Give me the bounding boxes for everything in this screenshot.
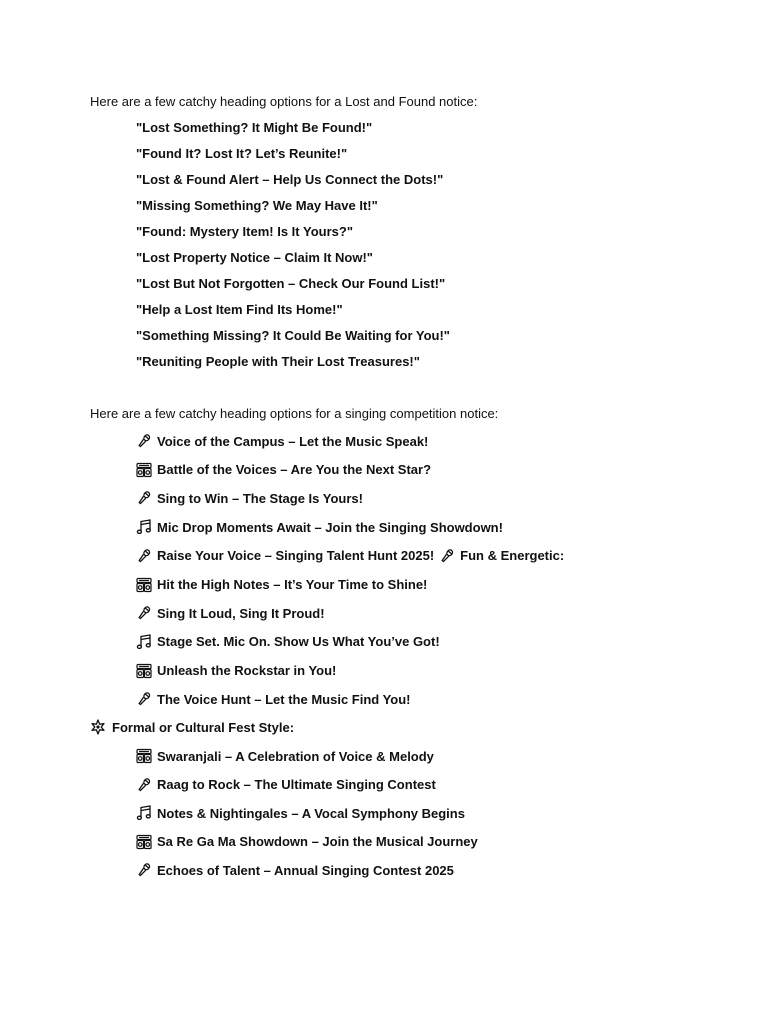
list-item-text: "Lost & Found Alert – Help Us Connect the Dots!" xyxy=(136,172,444,187)
stage-icon xyxy=(136,577,152,593)
list-item-text: "Lost Property Notice – Claim It Now!" xyxy=(136,250,373,265)
stage-icon xyxy=(136,834,152,850)
microphone-icon xyxy=(136,433,152,449)
microphone-icon xyxy=(136,691,152,707)
list-item-text: "Missing Something? We May Have It!" xyxy=(136,198,378,213)
lost-found-intro: Here are a few catchy heading options for a Lost and Found notice: xyxy=(90,94,478,109)
microphone-icon xyxy=(136,490,152,506)
list-item-content xyxy=(136,462,431,478)
formal-heading-text: Formal or Cultural Fest Style: xyxy=(112,719,295,735)
list-item-text: "Found It? Lost It? Let’s Reunite!" xyxy=(136,146,348,161)
list-item-content xyxy=(136,120,372,135)
list-item-text: Sing to Win – The Stage Is Yours! xyxy=(157,490,363,506)
list-item-content xyxy=(136,805,465,821)
microphone-icon xyxy=(136,777,152,793)
list-item-text: Unleash the Rockstar in You! xyxy=(157,663,337,679)
microphone-icon xyxy=(136,548,152,564)
list-item-content xyxy=(136,224,353,239)
list-item-content xyxy=(136,198,378,213)
list-item-text: Battle of the Voices – Are You the Next Star? xyxy=(157,462,432,478)
list-item-text: The Voice Hunt – Let the Music Find You! xyxy=(157,691,411,707)
microphone-icon xyxy=(136,862,152,878)
list-item-text: "Help a Lost Item Find Its Home!" xyxy=(136,302,343,317)
list-item-content xyxy=(136,748,434,764)
list-item-text: Raise Your Voice – Singing Talent Hunt 2025! xyxy=(157,548,435,564)
music-note-icon xyxy=(136,805,152,821)
list-item-text: Notes & Nightingales – A Vocal Symphony Begins xyxy=(157,805,465,821)
sparkle-icon xyxy=(90,719,106,735)
stage-icon xyxy=(136,663,152,679)
microphone-icon xyxy=(136,605,152,621)
list-item-content xyxy=(136,328,450,343)
list-item-text: "Lost But Not Forgotten – Check Our Found List!" xyxy=(136,276,446,291)
list-item-content xyxy=(136,354,420,369)
list-item-text: Echoes of Talent – Annual Singing Contest 2025 xyxy=(157,862,454,878)
list-item-content xyxy=(136,691,411,707)
list-item-content xyxy=(136,634,440,650)
list-item-content xyxy=(136,777,436,793)
list-item-text: "Something Missing? It Could Be Waiting for You!" xyxy=(136,328,450,343)
microphone-icon xyxy=(439,548,455,564)
singing-intro: Here are a few catchy heading options for a singing competition notice: xyxy=(90,406,499,421)
list-item-text: "Found: Mystery Item! Is It Yours?" xyxy=(136,224,353,239)
music-note-icon xyxy=(136,519,152,535)
list-item-text: Sing It Loud, Sing It Proud! xyxy=(157,605,325,621)
list-item-content xyxy=(136,862,454,878)
list-item-content xyxy=(136,302,343,317)
list-item-content xyxy=(136,605,325,621)
list-item-content xyxy=(136,663,336,679)
list-item-text: Voice of the Campus – Let the Music Speak! xyxy=(157,433,429,449)
list-item-text: Sa Re Ga Ma Showdown – Join the Musical Journey xyxy=(157,834,478,849)
list-item-text: Mic Drop Moments Await – Join the Singing Showdown! xyxy=(157,519,503,535)
stage-icon xyxy=(136,462,152,478)
list-item-content xyxy=(136,172,443,187)
list-item-content xyxy=(136,834,478,850)
list-item-text: "Reuniting People with Their Lost Treasures!" xyxy=(136,354,420,369)
music-note-icon xyxy=(136,634,152,650)
list-item-text: Stage Set. Mic On. Show Us What You’ve Got! xyxy=(157,634,440,650)
list-item-text: Hit the High Notes – It’s Your Time to Shine! xyxy=(157,577,428,592)
list-item-text: Raag to Rock – The Ultimate Singing Contest xyxy=(157,777,436,792)
list-item-content xyxy=(136,519,503,535)
list-item-content xyxy=(136,250,373,265)
list-item-content xyxy=(136,490,363,506)
list-item-content xyxy=(136,146,347,161)
list-item-content xyxy=(136,577,427,593)
list-item-content xyxy=(136,276,445,291)
list-item-content xyxy=(136,548,564,564)
list-item-content xyxy=(136,433,428,449)
formal-heading xyxy=(90,719,294,735)
list-item-text: Swaranjali – A Celebration of Voice & Melody xyxy=(157,748,434,764)
stage-icon xyxy=(136,748,152,764)
list-item-text: "Lost Something? It Might Be Found!" xyxy=(136,120,373,135)
list-item-trailing-text: Fun & Energetic: xyxy=(460,548,565,564)
